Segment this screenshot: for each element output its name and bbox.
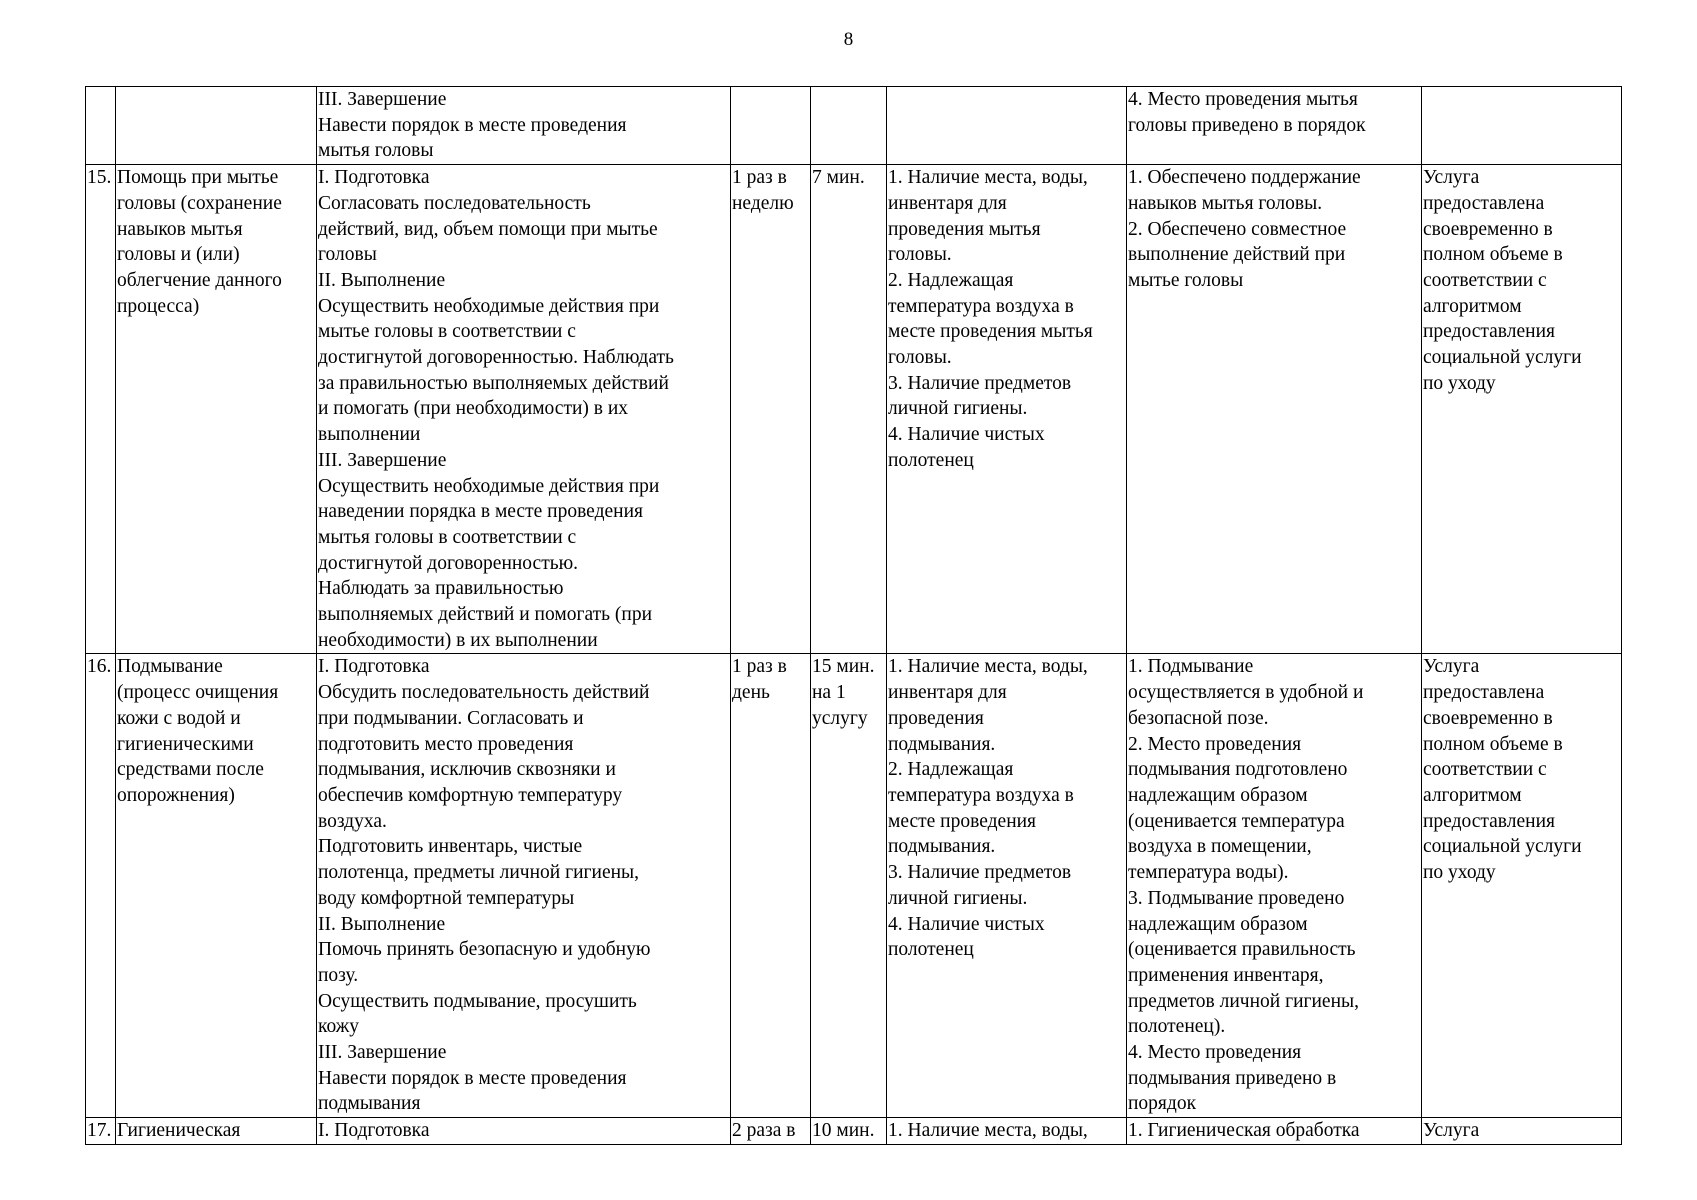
table-row (86, 654, 1622, 1118)
service-assessment: Услуга предоставлена своевременно в полном объеме в соответствии с алгоритмом предоставления социальной услуги по уходу (1422, 654, 1622, 1118)
service-name: Гигиеническая (116, 1118, 317, 1145)
row-number: 16. (86, 654, 116, 1118)
service-procedure: I. Подготовка Согласовать последовательность действий, вид, объем помощи при мытье головы II. Выполнение Осуществить необходимые действия при мытье головы в соответствии с достигнутой договоренностью. Наблюдать за правильностью выполняемых действий и помогать (при необходимости) в их выполнении III. Завершение Осуществить необходимые действия при наведении порядка в месте проведения мытья головы в соответствии с достигнутой договоренностью. Наблюдать за правильностью выполняемых действий и помогать (при необходимости) в их выполнении (317, 165, 731, 654)
service-procedure: III. Завершение Навести порядок в месте проведения мытья головы (317, 87, 731, 165)
service-name (116, 87, 317, 165)
service-result: 1. Обеспечено поддержание навыков мытья головы. 2. Обеспечено совместное выполнение действий при мытье головы (1127, 165, 1422, 654)
service-duration: 15 мин. на 1 услугу (811, 654, 887, 1118)
page-number: 8 (843, 29, 854, 50)
service-frequency (731, 87, 811, 165)
service-name: Подмывание (процесс очищения кожи с водой и гигиеническими средствами после опорожнения) (116, 654, 317, 1118)
table-row (86, 87, 1622, 165)
service-assessment: Услуга предоставлена своевременно в полном объеме в соответствии с алгоритмом предоставления социальной услуги по уходу (1422, 165, 1622, 654)
table-row (86, 1118, 1622, 1145)
service-conditions: 1. Наличие места, воды, (887, 1118, 1127, 1145)
row-number (86, 87, 116, 165)
service-frequency: 1 раз в день (731, 654, 811, 1118)
service-conditions: 1. Наличие места, воды, инвентаря для проведения мытья головы. 2. Надлежащая температура воздуха в месте проведения мытья головы. 3. Наличие предметов личной гигиены. 4. Наличие чистых полотенец (887, 165, 1127, 654)
service-assessment: Услуга (1422, 1118, 1622, 1145)
service-name: Помощь при мытье головы (сохранение навыков мытья головы и (или) облегчение данного процесса) (116, 165, 317, 654)
service-assessment (1422, 87, 1622, 165)
service-result: 1. Гигиеническая обработка (1127, 1118, 1422, 1145)
service-frequency: 2 раза в (731, 1118, 811, 1145)
service-conditions (887, 87, 1127, 165)
service-duration: 10 мин. (811, 1118, 887, 1145)
row-number: 15. (86, 165, 116, 654)
service-procedure: I. Подготовка (317, 1118, 731, 1145)
services-table (85, 86, 1622, 1145)
service-duration: 7 мин. (811, 165, 887, 654)
service-result: 1. Подмывание осуществляется в удобной и безопасной позе. 2. Место проведения подмывания подготовлено надлежащим образом (оценивается температура воздуха в помещении, температура воды). 3. Подмывание проведено надлежащим образом (оценивается правильность применения инвентаря, предметов личной гигиены, полотенец). 4. Место проведения подмывания приведено в порядок (1127, 654, 1422, 1118)
service-duration (811, 87, 887, 165)
service-frequency: 1 раз в неделю (731, 165, 811, 654)
table-row (86, 165, 1622, 654)
row-number: 17. (86, 1118, 116, 1145)
service-result: 4. Место проведения мытья головы приведено в порядок (1127, 87, 1422, 165)
service-conditions: 1. Наличие места, воды, инвентаря для проведения подмывания. 2. Надлежащая температура воздуха в месте проведения подмывания. 3. Наличие предметов личной гигиены. 4. Наличие чистых полотенец (887, 654, 1127, 1118)
service-procedure: I. Подготовка Обсудить последовательность действий при подмывании. Согласовать и подготовить место проведения подмывания, исключив сквозняки и обеспечив комфортную температуру воздуха. Подготовить инвентарь, чистые полотенца, предметы личной гигиены, воду комфортной температуры II. Выполнение Помочь принять безопасную и удобную позу. Осуществить подмывание, просушить кожу III. Завершение Навести порядок в месте проведения подмывания (317, 654, 731, 1118)
